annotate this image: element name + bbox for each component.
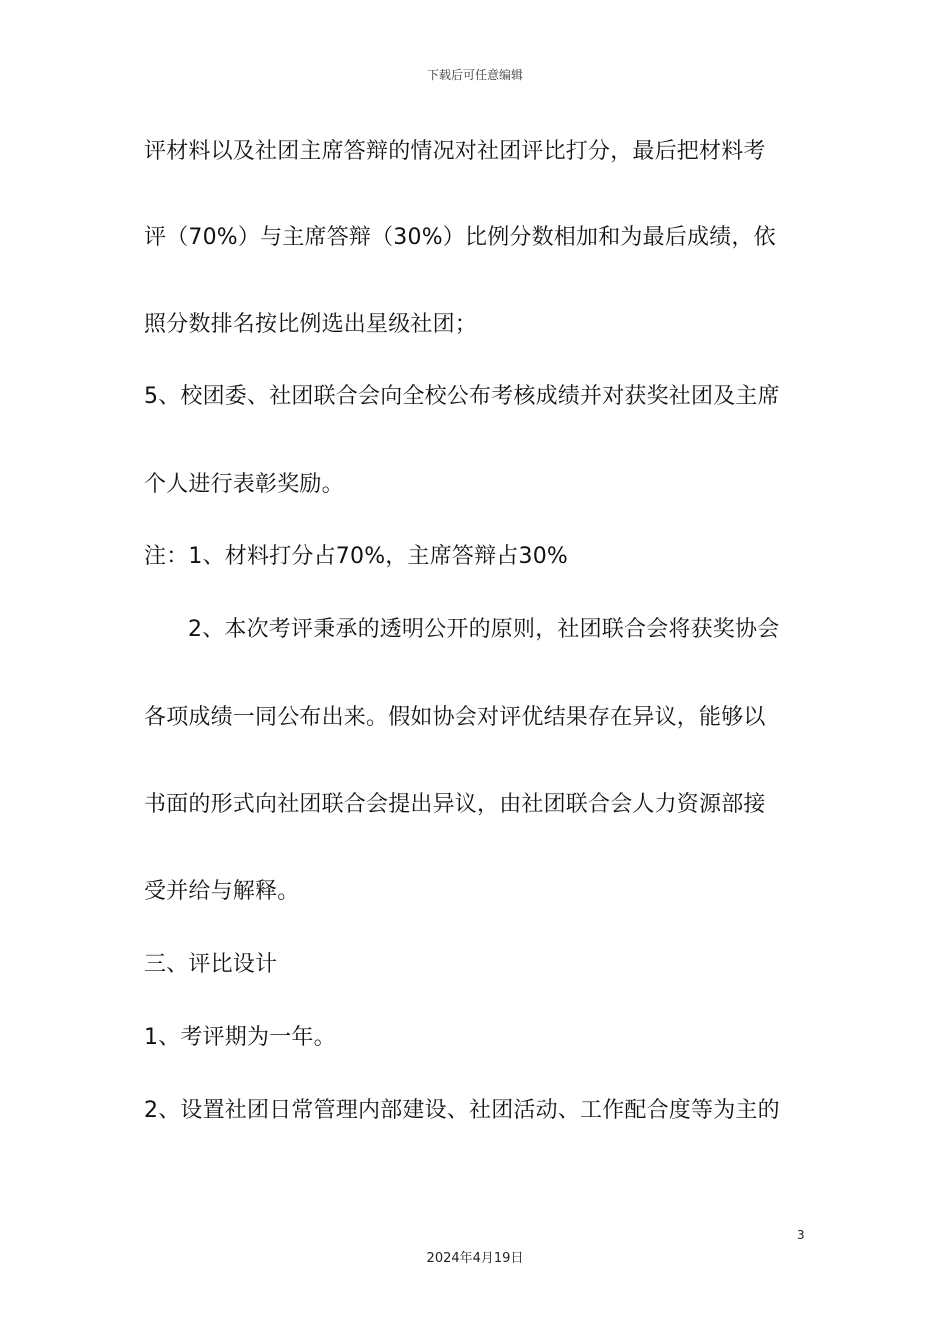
note-line: 注：1、材料打分占70%，主席答辩占30%	[144, 544, 568, 569]
list-item-1: 1、考评期为一年。	[144, 1025, 336, 1050]
list-item-2: 2、设置社团日常管理内部建设、社团活动、工作配合度等为主的	[144, 1098, 780, 1123]
page-number: 3	[797, 1228, 805, 1242]
body-line-5: 个人进行表彰奖励。	[144, 472, 344, 497]
note-item-2-line-1: 2、本次考评秉承的透明公开的原则，社团联合会将获奖协会	[188, 617, 780, 642]
body-line-1: 评材料以及社团主席答辩的情况对社团评比打分，最后把材料考	[144, 139, 766, 164]
note-item-2-line-2: 各项成绩一同公布出来。假如协会对评优结果存在异议，能够以	[144, 705, 766, 730]
page-header-note: 下载后可任意编辑	[426, 68, 523, 82]
footer-date: 2024年4月19日	[426, 1251, 524, 1266]
note-item-2-line-3: 书面的形式向社团联合会提出异议，由社团联合会人力资源部接	[144, 792, 766, 817]
body-line-4: 5、校团委、社团联合会向全校公布考核成绩并对获奖社团及主席	[144, 384, 780, 409]
section-heading: 三、评比设计	[144, 952, 278, 977]
body-line-2: 评（70%）与主席答辩（30%）比例分数相加和为最后成绩，依	[144, 225, 776, 250]
body-line-3: 照分数排名按比例选出星级社团；	[144, 312, 478, 337]
note-item-2-line-4: 受并给与解释。	[144, 879, 300, 904]
